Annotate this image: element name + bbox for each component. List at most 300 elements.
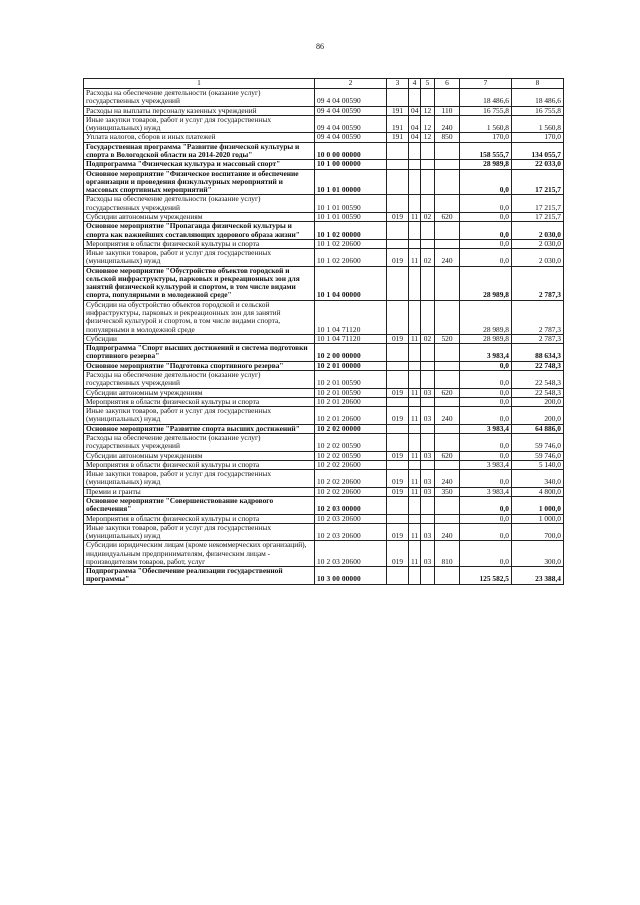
amount-2018-cell: 4 800,0: [512, 487, 564, 496]
subsection-cell: [421, 142, 435, 160]
expense-type-cell: [435, 344, 460, 362]
amount-2017-cell: 0,0: [460, 239, 512, 248]
amount-2017-cell: 28 989,8: [460, 160, 512, 169]
section-cell: [409, 169, 421, 195]
budget-code-cell: 09 4 04 00590: [315, 115, 387, 133]
table-row: [84, 424, 564, 433]
amount-2018-cell: 88 634,3: [512, 344, 564, 362]
budget-code-cell: 10 1 04 00000: [315, 266, 387, 300]
expense-type-cell: [435, 361, 460, 370]
table-row: [84, 541, 564, 567]
expense-type-cell: 850: [435, 133, 460, 142]
table-row: [84, 470, 564, 488]
amount-2018-cell: 134 055,7: [512, 142, 564, 160]
expense-type-cell: 240: [435, 249, 460, 267]
budget-code-cell: 10 1 02 20600: [315, 239, 387, 248]
expense-type-cell: 620: [435, 388, 460, 397]
table-row: [84, 249, 564, 267]
subsection-cell: [421, 433, 435, 451]
ministry-code-cell: 019: [387, 487, 409, 496]
table-row: [84, 407, 564, 425]
section-cell: [409, 397, 421, 406]
subsection-cell: [421, 222, 435, 240]
table-row: [84, 460, 564, 469]
table-row: [84, 133, 564, 142]
row-name-cell: Основное мероприятие "Обустройство объектов городской и сельской инфраструктуры, парковых и рекреационных зон для занятий физической культурой и спортом, в том числе видами спорта, популярными в молодежной среде": [84, 266, 315, 300]
budget-code-cell: 10 1 01 00590: [315, 212, 387, 221]
row-name-cell: Подпрограмма "Физическая культура и массовый спорт": [84, 160, 315, 169]
budget-code-cell: 10 2 03 00000: [315, 496, 387, 514]
amount-2017-cell: 158 555,7: [460, 142, 512, 160]
table-row: [84, 344, 564, 362]
ministry-code-cell: [387, 160, 409, 169]
section-cell: [409, 567, 421, 585]
subsection-cell: 02: [421, 334, 435, 343]
ministry-code-cell: [387, 169, 409, 195]
subsection-cell: 03: [421, 487, 435, 496]
header-cell: 8: [512, 79, 564, 89]
budget-code-cell: 10 2 01 20600: [315, 407, 387, 425]
table-row: [84, 169, 564, 195]
ministry-code-cell: [387, 222, 409, 240]
section-cell: [409, 239, 421, 248]
section-cell: [409, 344, 421, 362]
ministry-code-cell: [387, 195, 409, 213]
ministry-code-cell: [387, 266, 409, 300]
amount-2018-cell: 64 886,0: [512, 424, 564, 433]
section-cell: 11: [409, 249, 421, 267]
amount-2018-cell: 17 215,7: [512, 195, 564, 213]
expense-type-cell: [435, 266, 460, 300]
amount-2017-cell: 125 582,5: [460, 567, 512, 585]
section-cell: [409, 361, 421, 370]
table-row: [84, 514, 564, 523]
amount-2018-cell: 200,0: [512, 397, 564, 406]
row-name-cell: Субсидии автономным учреждениям: [84, 388, 315, 397]
amount-2017-cell: 170,0: [460, 133, 512, 142]
section-cell: 11: [409, 487, 421, 496]
ministry-code-cell: 019: [387, 523, 409, 541]
expense-type-cell: [435, 371, 460, 389]
expense-type-cell: [435, 460, 460, 469]
ministry-code-cell: 191: [387, 106, 409, 115]
table-row: [84, 106, 564, 115]
expense-type-cell: [435, 169, 460, 195]
expense-type-cell: 810: [435, 541, 460, 567]
budget-code-cell: 09 4 04 00590: [315, 106, 387, 115]
amount-2017-cell: 28 989,8: [460, 334, 512, 343]
amount-2018-cell: 2 030,0: [512, 249, 564, 267]
table-row: [84, 89, 564, 107]
ministry-code-cell: 019: [387, 212, 409, 221]
row-name-cell: Иные закупки товаров, работ и услуг для государственных (муниципальных) нужд: [84, 249, 315, 267]
table-row: [84, 361, 564, 370]
budget-code-cell: 10 2 02 00590: [315, 451, 387, 460]
row-name-cell: Субсидии юридическим лицам (кроме некоммерческих организаций), индивидуальным предпринимателям, физическим лицам - производителям товаров, работ, услуг: [84, 541, 315, 567]
ministry-code-cell: 019: [387, 334, 409, 343]
amount-2018-cell: 1 000,0: [512, 514, 564, 523]
expense-type-cell: 240: [435, 115, 460, 133]
expense-type-cell: 240: [435, 523, 460, 541]
row-name-cell: Субсидии: [84, 334, 315, 343]
expense-type-cell: 620: [435, 451, 460, 460]
budget-code-cell: 10 2 01 20600: [315, 397, 387, 406]
table-row: [84, 523, 564, 541]
budget-code-cell: 10 1 01 00590: [315, 195, 387, 213]
table-row: [84, 397, 564, 406]
budget-code-cell: 10 3 00 00000: [315, 567, 387, 585]
budget-code-cell: 10 2 02 00590: [315, 433, 387, 451]
amount-2017-cell: 3 983,4: [460, 487, 512, 496]
ministry-code-cell: [387, 496, 409, 514]
subsection-cell: 12: [421, 115, 435, 133]
budget-code-cell: 10 2 03 20600: [315, 523, 387, 541]
subsection-cell: 03: [421, 523, 435, 541]
subsection-cell: [421, 371, 435, 389]
subsection-cell: [421, 424, 435, 433]
amount-2017-cell: 3 983,4: [460, 460, 512, 469]
ministry-code-cell: [387, 344, 409, 362]
table-row: [84, 433, 564, 451]
ministry-code-cell: [387, 567, 409, 585]
expense-type-cell: [435, 195, 460, 213]
amount-2017-cell: 0,0: [460, 470, 512, 488]
budget-code-cell: 10 1 04 71120: [315, 334, 387, 343]
ministry-code-cell: 019: [387, 470, 409, 488]
table-row: [84, 115, 564, 133]
section-cell: [409, 496, 421, 514]
budget-code-cell: 10 2 01 00590: [315, 388, 387, 397]
ministry-code-cell: 191: [387, 115, 409, 133]
expense-type-cell: [435, 160, 460, 169]
expense-type-cell: [435, 397, 460, 406]
budget-code-cell: 10 2 02 20600: [315, 470, 387, 488]
table-row: [84, 266, 564, 300]
amount-2018-cell: 59 746,0: [512, 451, 564, 460]
subsection-cell: [421, 344, 435, 362]
row-name-cell: Мероприятия в области физической культуры и спорта: [84, 239, 315, 248]
amount-2018-cell: 22 748,3: [512, 361, 564, 370]
subsection-cell: 03: [421, 541, 435, 567]
subsection-cell: [421, 89, 435, 107]
section-cell: [409, 222, 421, 240]
row-name-cell: Субсидии автономным учреждениям: [84, 212, 315, 221]
budget-code-cell: 10 2 01 00000: [315, 361, 387, 370]
amount-2018-cell: 1 000,0: [512, 496, 564, 514]
row-name-cell: Премии и гранты: [84, 487, 315, 496]
section-cell: 11: [409, 470, 421, 488]
subsection-cell: [421, 514, 435, 523]
row-name-cell: Иные закупки товаров, работ и услуг для государственных (муниципальных) нужд: [84, 115, 315, 133]
table-row: [84, 371, 564, 389]
section-cell: [409, 424, 421, 433]
table-row: [84, 195, 564, 213]
amount-2018-cell: 16 755,8: [512, 106, 564, 115]
subsection-cell: 03: [421, 407, 435, 425]
table-row: [84, 334, 564, 343]
ministry-code-cell: [387, 142, 409, 160]
ministry-code-cell: [387, 397, 409, 406]
amount-2018-cell: 300,0: [512, 541, 564, 567]
ministry-code-cell: [387, 361, 409, 370]
section-cell: 11: [409, 388, 421, 397]
amount-2018-cell: 17 215,7: [512, 169, 564, 195]
amount-2018-cell: 170,0: [512, 133, 564, 142]
budget-code-cell: 10 2 02 20600: [315, 460, 387, 469]
amount-2017-cell: 0,0: [460, 541, 512, 567]
subsection-cell: [421, 195, 435, 213]
header-cell: 7: [460, 79, 512, 89]
row-name-cell: Субсидии автономным учреждениям: [84, 451, 315, 460]
subsection-cell: 02: [421, 212, 435, 221]
amount-2017-cell: 0,0: [460, 371, 512, 389]
expense-type-cell: 520: [435, 334, 460, 343]
budget-code-cell: 10 2 01 00590: [315, 371, 387, 389]
amount-2017-cell: 0,0: [460, 249, 512, 267]
row-name-cell: Расходы на обеспечение деятельности (оказание услуг) государственных учреждений: [84, 89, 315, 107]
budget-code-cell: 10 0 00 00000: [315, 142, 387, 160]
table-header-row: [84, 79, 564, 89]
expense-type-cell: [435, 89, 460, 107]
ministry-code-cell: [387, 514, 409, 523]
subsection-cell: 03: [421, 388, 435, 397]
amount-2018-cell: 59 746,0: [512, 433, 564, 451]
page-number: 86: [316, 42, 324, 51]
subsection-cell: [421, 266, 435, 300]
table-row: [84, 567, 564, 585]
amount-2018-cell: 1 560,8: [512, 115, 564, 133]
amount-2017-cell: 16 755,8: [460, 106, 512, 115]
header-cell: 1: [84, 79, 315, 89]
row-name-cell: Основное мероприятие "Физическое воспитание и обеспечение организации и проведения физкультурных мероприятий и массовых спортивных мероприятий": [84, 169, 315, 195]
section-cell: 11: [409, 334, 421, 343]
amount-2017-cell: 0,0: [460, 397, 512, 406]
expense-type-cell: [435, 424, 460, 433]
amount-2017-cell: 0,0: [460, 169, 512, 195]
table-row: [84, 222, 564, 240]
row-name-cell: Подпрограмма "Обеспечение реализации государственной программы": [84, 567, 315, 585]
amount-2017-cell: 1 560,8: [460, 115, 512, 133]
budget-code-cell: 10 2 03 20600: [315, 514, 387, 523]
ministry-code-cell: [387, 89, 409, 107]
subsection-cell: [421, 160, 435, 169]
row-name-cell: Мероприятия в области физической культуры и спорта: [84, 460, 315, 469]
row-name-cell: Мероприятия в области физической культуры и спорта: [84, 397, 315, 406]
expense-type-cell: [435, 567, 460, 585]
row-name-cell: Субсидии на обустройство объектов городской и сельской инфраструктуры, парковых и рекреационных зон для занятий физической культурой и спортом, в том числе видами спорта, популярными в молодежной среде: [84, 300, 315, 334]
header-cell: 4: [409, 79, 421, 89]
amount-2017-cell: 0,0: [460, 523, 512, 541]
amount-2017-cell: 28 989,8: [460, 266, 512, 300]
section-cell: 04: [409, 133, 421, 142]
row-name-cell: Иные закупки товаров, работ и услуг для государственных (муниципальных) нужд: [84, 470, 315, 488]
section-cell: [409, 371, 421, 389]
amount-2018-cell: 22 548,3: [512, 388, 564, 397]
amount-2018-cell: 5 140,0: [512, 460, 564, 469]
row-name-cell: Основное мероприятие "Пропаганда физической культуры и спорта как важнейших составляющих здорового образа жизни": [84, 222, 315, 240]
ministry-code-cell: 191: [387, 133, 409, 142]
table-row: [84, 451, 564, 460]
section-cell: [409, 514, 421, 523]
amount-2017-cell: 0,0: [460, 407, 512, 425]
subsection-cell: [421, 397, 435, 406]
budget-code-cell: 10 1 00 00000: [315, 160, 387, 169]
section-cell: [409, 195, 421, 213]
expense-type-cell: [435, 239, 460, 248]
expense-type-cell: [435, 142, 460, 160]
subsection-cell: 02: [421, 249, 435, 267]
budget-code-cell: 10 1 02 00000: [315, 222, 387, 240]
budget-table: [83, 78, 564, 585]
table-row: [84, 212, 564, 221]
row-name-cell: Основное мероприятие "Подготовка спортивного резерва": [84, 361, 315, 370]
amount-2017-cell: 0,0: [460, 388, 512, 397]
subsection-cell: [421, 361, 435, 370]
header-cell: 5: [421, 79, 435, 89]
header-cell: 6: [435, 79, 460, 89]
section-cell: [409, 142, 421, 160]
amount-2018-cell: 22 548,3: [512, 371, 564, 389]
amount-2018-cell: 2 030,0: [512, 239, 564, 248]
section-cell: 11: [409, 523, 421, 541]
subsection-cell: 03: [421, 470, 435, 488]
row-name-cell: Расходы на обеспечение деятельности (оказание услуг) государственных учреждений: [84, 195, 315, 213]
subsection-cell: [421, 239, 435, 248]
ministry-code-cell: [387, 239, 409, 248]
amount-2017-cell: 0,0: [460, 195, 512, 213]
amount-2018-cell: 200,0: [512, 407, 564, 425]
budget-code-cell: 10 1 02 20600: [315, 249, 387, 267]
amount-2018-cell: 17 215,7: [512, 212, 564, 221]
amount-2018-cell: 23 388,4: [512, 567, 564, 585]
amount-2018-cell: 2 787,3: [512, 266, 564, 300]
ministry-code-cell: [387, 424, 409, 433]
table-row: [84, 496, 564, 514]
subsection-cell: [421, 169, 435, 195]
subsection-cell: 12: [421, 106, 435, 115]
section-cell: 11: [409, 407, 421, 425]
budget-code-cell: 10 2 00 00000: [315, 344, 387, 362]
section-cell: 04: [409, 115, 421, 133]
section-cell: 11: [409, 212, 421, 221]
amount-2017-cell: 3 983,4: [460, 424, 512, 433]
table-row: [84, 142, 564, 160]
ministry-code-cell: [387, 433, 409, 451]
ministry-code-cell: 019: [387, 541, 409, 567]
table-body: [84, 89, 564, 585]
row-name-cell: Иные закупки товаров, работ и услуг для государственных (муниципальных) нужд: [84, 523, 315, 541]
expense-type-cell: 620: [435, 212, 460, 221]
amount-2017-cell: 0,0: [460, 433, 512, 451]
row-name-cell: Расходы на обеспечение деятельности (оказание услуг) государственных учреждений: [84, 371, 315, 389]
row-name-cell: Иные закупки товаров, работ и услуг для государственных (муниципальных) нужд: [84, 407, 315, 425]
budget-code-cell: 10 1 04 71120: [315, 300, 387, 334]
ministry-code-cell: [387, 460, 409, 469]
table-row: [84, 487, 564, 496]
subsection-cell: [421, 300, 435, 334]
section-cell: [409, 160, 421, 169]
subsection-cell: 03: [421, 451, 435, 460]
amount-2018-cell: 2 030,0: [512, 222, 564, 240]
section-cell: 04: [409, 106, 421, 115]
table-row: [84, 300, 564, 334]
expense-type-cell: 350: [435, 487, 460, 496]
ministry-code-cell: [387, 371, 409, 389]
row-name-cell: Государственная программа "Развитие физической культуры и спорта в Вологодской области на 2014-2020 годы": [84, 142, 315, 160]
expense-type-cell: 240: [435, 470, 460, 488]
expense-type-cell: [435, 222, 460, 240]
ministry-code-cell: 019: [387, 249, 409, 267]
budget-code-cell: 10 1 01 00000: [315, 169, 387, 195]
section-cell: [409, 460, 421, 469]
amount-2017-cell: 0,0: [460, 451, 512, 460]
table-row: [84, 388, 564, 397]
expense-type-cell: [435, 300, 460, 334]
budget-code-cell: 10 2 02 00000: [315, 424, 387, 433]
amount-2018-cell: 18 486,6: [512, 89, 564, 107]
row-name-cell: Расходы на выплаты персоналу казенных учреждений: [84, 106, 315, 115]
section-cell: [409, 300, 421, 334]
budget-code-cell: 10 2 03 20600: [315, 541, 387, 567]
expense-type-cell: [435, 496, 460, 514]
amount-2018-cell: 2 787,3: [512, 334, 564, 343]
subsection-cell: [421, 496, 435, 514]
row-name-cell: Основное мероприятие "Совершенствование кадрового обеспечения": [84, 496, 315, 514]
amount-2018-cell: 22 033,0: [512, 160, 564, 169]
expense-type-cell: 110: [435, 106, 460, 115]
section-cell: 11: [409, 451, 421, 460]
header-cell: 2: [315, 79, 387, 89]
subsection-cell: 12: [421, 133, 435, 142]
subsection-cell: [421, 567, 435, 585]
row-name-cell: Мероприятия в области физической культуры и спорта: [84, 514, 315, 523]
budget-code-cell: 09 4 04 00590: [315, 133, 387, 142]
amount-2017-cell: 28 989,8: [460, 300, 512, 334]
amount-2018-cell: 340,0: [512, 470, 564, 488]
table-row: [84, 160, 564, 169]
amount-2017-cell: 0,0: [460, 361, 512, 370]
row-name-cell: Уплата налогов, сборов и иных платежей: [84, 133, 315, 142]
section-cell: [409, 433, 421, 451]
ministry-code-cell: 019: [387, 388, 409, 397]
ministry-code-cell: 019: [387, 407, 409, 425]
budget-code-cell: 09 4 04 00590: [315, 89, 387, 107]
subsection-cell: [421, 460, 435, 469]
budget-code-cell: 10 2 02 20600: [315, 487, 387, 496]
amount-2018-cell: 2 787,3: [512, 300, 564, 334]
amount-2017-cell: 3 983,4: [460, 344, 512, 362]
amount-2017-cell: 0,0: [460, 212, 512, 221]
expense-type-cell: [435, 433, 460, 451]
row-name-cell: Расходы на обеспечение деятельности (оказание услуг) государственных учреждений: [84, 433, 315, 451]
amount-2017-cell: 0,0: [460, 222, 512, 240]
amount-2017-cell: 0,0: [460, 514, 512, 523]
amount-2018-cell: 700,0: [512, 523, 564, 541]
expense-type-cell: 240: [435, 407, 460, 425]
section-cell: [409, 266, 421, 300]
row-name-cell: Основное мероприятие "Развитие спорта высших достижений": [84, 424, 315, 433]
row-name-cell: Подпрограмма "Спорт высших достижений и система подготовки спортивного резерва": [84, 344, 315, 362]
table-row: [84, 239, 564, 248]
ministry-code-cell: 019: [387, 451, 409, 460]
expense-type-cell: [435, 514, 460, 523]
section-cell: [409, 89, 421, 107]
amount-2017-cell: 0,0: [460, 496, 512, 514]
amount-2017-cell: 18 486,6: [460, 89, 512, 107]
section-cell: 11: [409, 541, 421, 567]
header-cell: 3: [387, 79, 409, 89]
ministry-code-cell: [387, 300, 409, 334]
